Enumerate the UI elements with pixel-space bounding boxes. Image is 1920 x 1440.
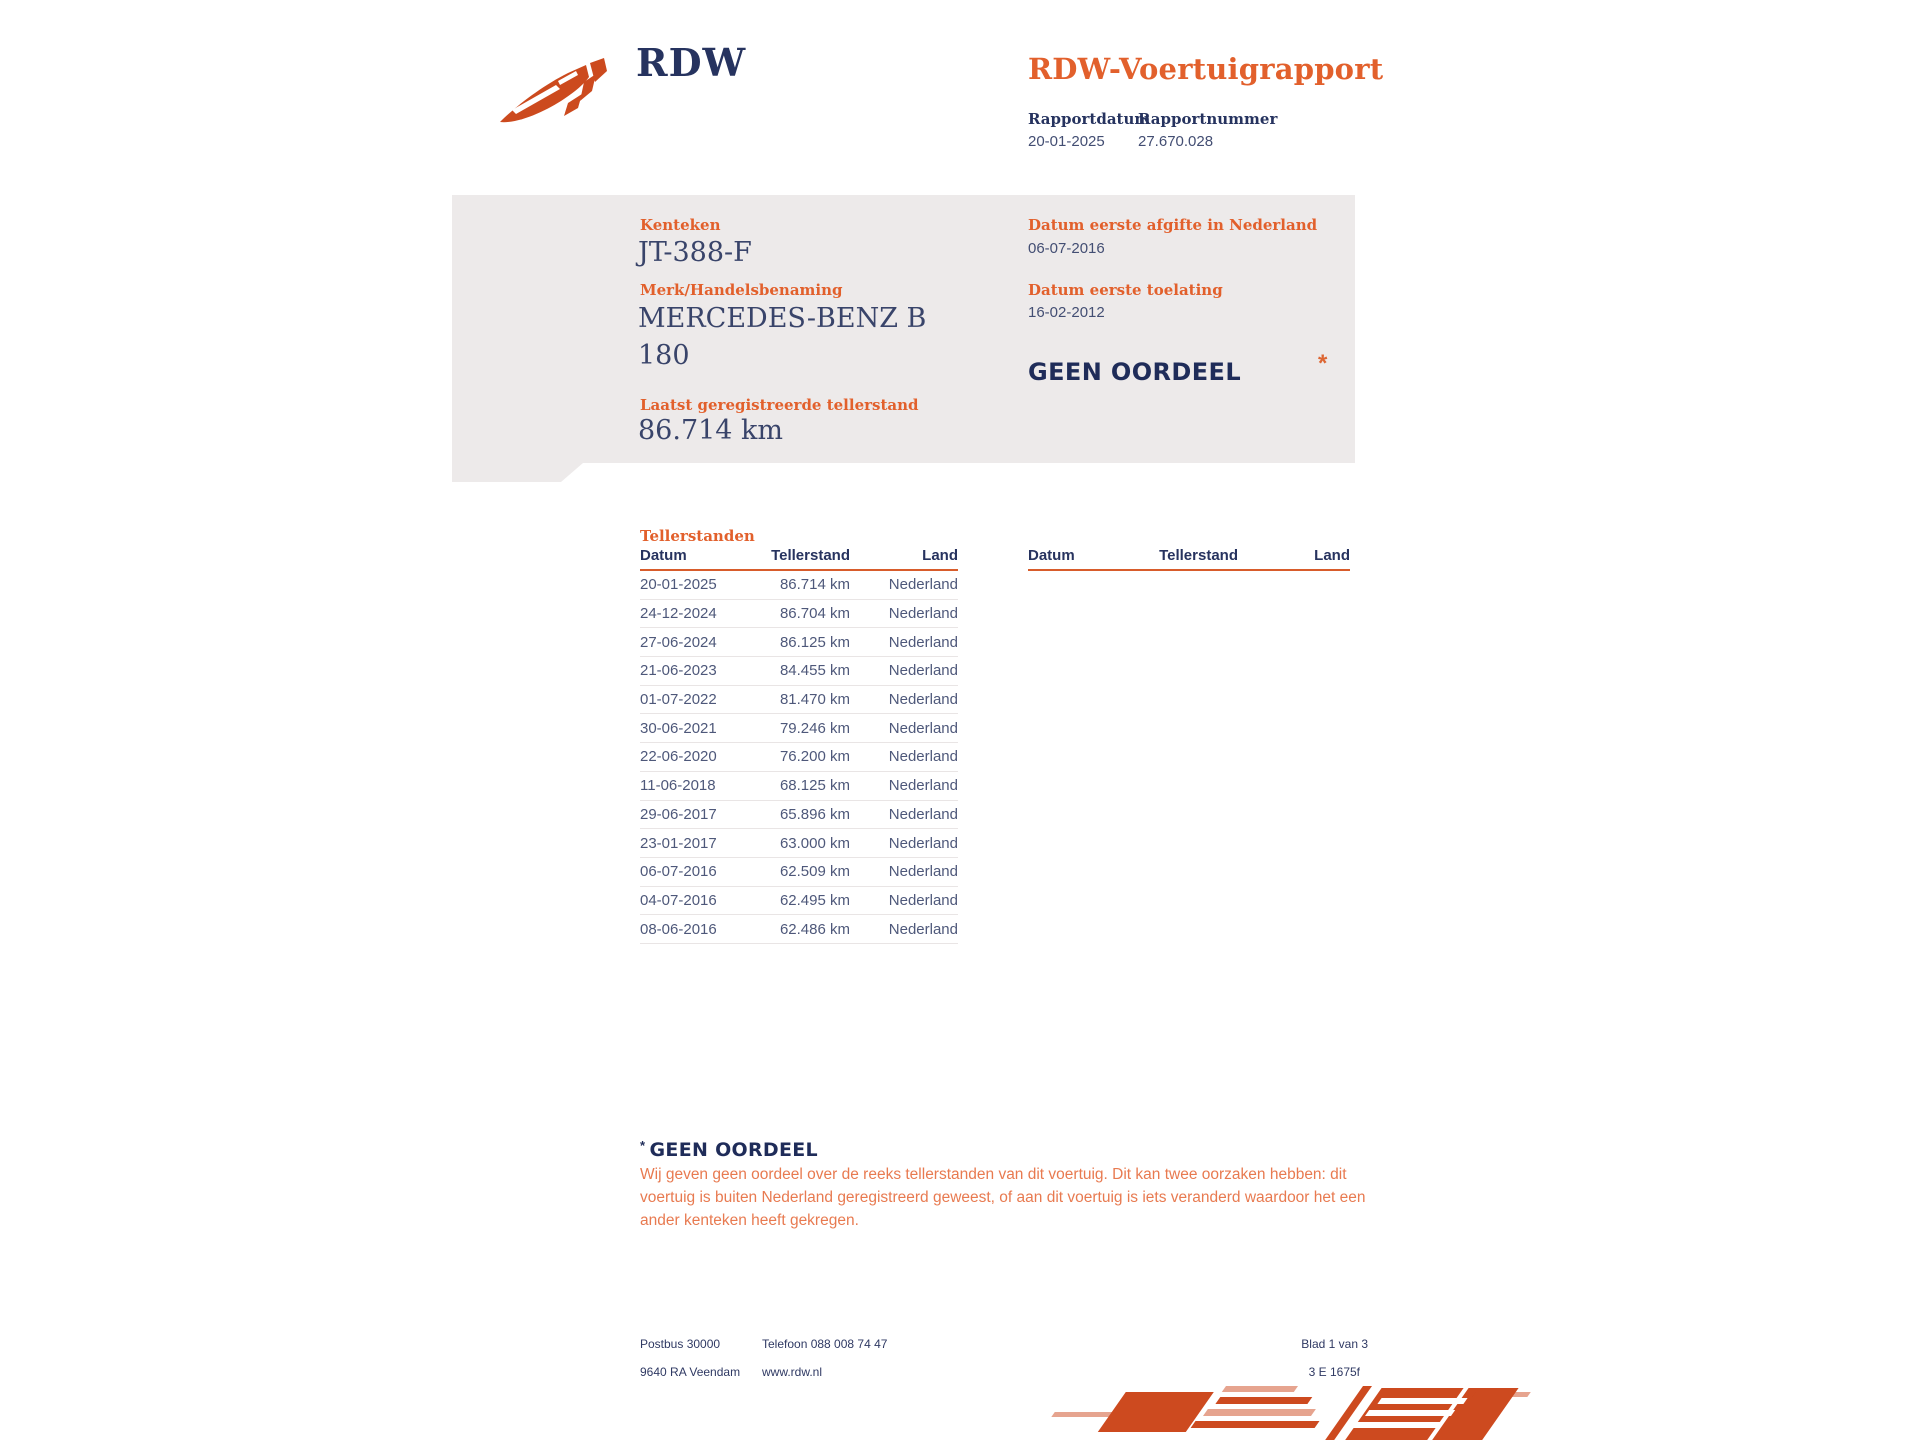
row-datum: 22-06-2020 (640, 748, 717, 766)
afgifte-label: Datum eerste afgifte in Nederland (1028, 216, 1318, 234)
table-row (640, 858, 958, 887)
footer-phone: Telefoon 088 008 74 47 (762, 1337, 888, 1351)
verdict-heading: GEEN OORDEEL (1028, 358, 1242, 386)
row-land: Nederland (888, 719, 958, 737)
afgifte-value: 06-07-2016 (1028, 240, 1105, 257)
row-tellerstand: 68.125 km (779, 777, 850, 795)
verdict-note-title: GEEN OORDEEL (649, 1139, 818, 1161)
toelating-label: Datum eerste toelating (1028, 281, 1223, 299)
row-datum: 21-06-2023 (640, 662, 717, 680)
row-land: Nederland (888, 748, 958, 766)
row-land: Nederland (888, 662, 958, 680)
row-tellerstand: 84.455 km (779, 662, 850, 680)
report-date-label: Rapportdatum (1028, 110, 1151, 128)
report-date-value: 20-01-2025 (1028, 133, 1105, 150)
row-land: Nederland (888, 805, 958, 823)
row-tellerstand: 79.246 km (779, 719, 850, 737)
row-datum: 23-01-2017 (640, 834, 717, 852)
kenteken-value: JT-388-F (638, 237, 752, 268)
footer-form-code: 3 E 1675f (1308, 1365, 1360, 1379)
row-land: Nederland (888, 777, 958, 795)
table-row (640, 801, 958, 830)
column-header-tellerstand: Tellerstand (1159, 547, 1238, 564)
row-tellerstand: 86.704 km (779, 605, 850, 623)
column-header-datum: Datum (1028, 547, 1075, 564)
row-tellerstand: 62.486 km (779, 920, 850, 938)
footer-address-line2: 9640 RA Veendam (640, 1365, 741, 1379)
table-row (640, 657, 958, 686)
row-datum: 04-07-2016 (640, 891, 717, 909)
column-header-land: Land (922, 547, 958, 564)
row-datum: 24-12-2024 (640, 605, 717, 623)
table-row (640, 628, 958, 657)
row-tellerstand: 81.470 km (779, 691, 850, 709)
row-datum: 08-06-2016 (640, 920, 717, 938)
row-datum: 20-01-2025 (640, 576, 717, 594)
table-row (640, 887, 958, 916)
kenteken-label: Kenteken (640, 216, 721, 234)
verdict-note-heading (640, 1138, 818, 1161)
row-land: Nederland (888, 920, 958, 938)
row-land: Nederland (888, 691, 958, 709)
row-datum: 06-07-2016 (640, 863, 717, 881)
table-row (640, 772, 958, 801)
row-tellerstand: 62.495 km (779, 891, 850, 909)
row-tellerstand: 62.509 km (779, 863, 850, 881)
row-land: Nederland (888, 834, 958, 852)
tellerstanden-section-label: Tellerstanden (640, 527, 755, 545)
column-header-tellerstand: Tellerstand (771, 547, 850, 564)
rdw-feather-logo-icon (498, 58, 620, 130)
row-land: Nederland (888, 633, 958, 651)
row-tellerstand: 86.714 km (779, 576, 850, 594)
table-row (640, 915, 958, 944)
table-row (640, 714, 958, 743)
row-datum: 11-06-2018 (640, 777, 716, 795)
table-row (640, 829, 958, 858)
report-number-value: 27.670.028 (1138, 133, 1214, 150)
tellerstand-label: Laatst geregistreerde tellerstand (640, 396, 919, 414)
row-tellerstand: 76.200 km (779, 748, 850, 766)
rdw-logo-text: RDW (636, 40, 747, 85)
merk-value: MERCEDES-BENZ B 180 (638, 303, 927, 371)
tellerstanden-table (640, 547, 958, 944)
report-number-label: Rapportnummer (1138, 110, 1278, 128)
table-row (640, 600, 958, 629)
row-datum: 30-06-2021 (640, 719, 717, 737)
table-row (640, 571, 958, 600)
footer-page-indicator: Blad 1 van 3 (1301, 1337, 1368, 1351)
row-datum: 27-06-2024 (640, 633, 717, 651)
verdict-asterisk: * (1318, 350, 1328, 377)
footer-address-line1: Postbus 30000 (640, 1337, 721, 1351)
table-header-row (1028, 547, 1350, 571)
verdict-note-body: Wij geven geen oordeel over de reeks tellerstanden van dit voertuig. Dit kan twee oorzaken hebben: dit voertuig is buiten Nederland geregistreerd geweest, of aan dit voertuig is iets veranderd waardoor het een ander kenteken heeft gekregen. (640, 1166, 1366, 1229)
column-header-datum: Datum (640, 547, 687, 564)
row-land: Nederland (888, 891, 958, 909)
table-body (640, 571, 958, 944)
row-tellerstand: 65.896 km (779, 805, 850, 823)
table-row (640, 743, 958, 772)
toelating-value: 16-02-2012 (1028, 304, 1105, 321)
table-row (640, 686, 958, 715)
row-datum: 29-06-2017 (640, 805, 717, 823)
tellerstanden-table-secondary (1028, 547, 1350, 571)
vehicle-summary-box-tab (452, 463, 583, 482)
column-header-land: Land (1314, 547, 1350, 564)
row-land: Nederland (888, 576, 958, 594)
row-land: Nederland (888, 863, 958, 881)
row-tellerstand: 63.000 km (779, 834, 850, 852)
tellerstand-value: 86.714 km (638, 415, 784, 446)
table-header-row (640, 547, 958, 571)
row-tellerstand: 86.125 km (779, 633, 850, 651)
footer-website: www.rdw.nl (762, 1365, 823, 1379)
row-land: Nederland (888, 605, 958, 623)
page-title: RDW-Voertuigrapport (1028, 52, 1384, 86)
row-datum: 01-07-2022 (640, 691, 717, 709)
merk-label: Merk/Handelsbenaming (640, 281, 843, 299)
speed-stripes-graphic-icon (1038, 1386, 1488, 1440)
verdict-note-asterisk: * (640, 1138, 646, 1153)
